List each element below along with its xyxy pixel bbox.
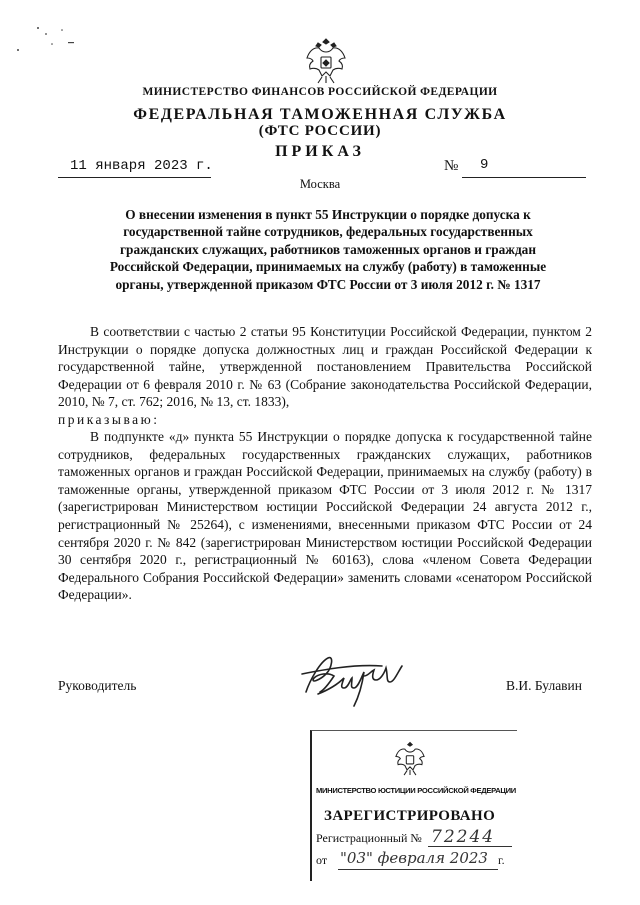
- stamp-date-underline: [338, 869, 498, 870]
- stamp-ministry: МИНИСТЕРСТВО ЮСТИЦИИ РОССИЙСКОЙ ФЕДЕРАЦИИ: [316, 786, 516, 795]
- order-number: 9: [480, 157, 489, 173]
- stamp-date-prefix: от: [316, 853, 328, 867]
- order-word: приказываю:: [58, 411, 160, 427]
- service-short-name: (ФТС РОССИИ): [258, 123, 382, 139]
- signatory-name: В.И. Булавин: [506, 678, 583, 693]
- stamp-emblem-icon: [392, 738, 428, 778]
- order-body: [58, 323, 592, 604]
- ministry-name: МИНИСТЕРСТВО ФИНАНСОВ РОССИЙСКОЙ ФЕДЕРАЦИИ: [142, 86, 498, 98]
- stamp-date-suffix: г.: [498, 853, 505, 867]
- handwritten-signature: [298, 652, 418, 707]
- registration-stamp: [310, 730, 515, 885]
- city: Москва: [299, 177, 341, 191]
- scan-marks: [10, 20, 80, 60]
- stamp-reg-number-label: Регистрационный №: [316, 831, 422, 845]
- number-label: №: [444, 158, 459, 174]
- document-type: ПРИКАЗ: [275, 143, 365, 160]
- main-paragraph: В подпункте «д» пункта 55 Инструкции о порядке допуска к государственной тайне сотрудников, федеральных государственных гражданских служащих, работников таможенных органов и граждан Российской Федерации, принимаемых на службу (работу) в таможенные органы, утвержденной приказом ФТС России от 3 июля 2012 г. № 1317 (зарегистрирован Министерством юстиции Российской Федерации 24 августа 2012 г., регистрационный № 25264), с изменениями, внесенными приказом ФТС России от 24 сентября 2020 г. № 842 (зарегистрирован Министерством юстиции Российской Федерации 30 сентября 2020 г., регистрационный № 60163), слова «членом Совета Федерации Федерального Собрания Российской Федерации» заменить словами «сенатором Российской Федерации».: [58, 429, 592, 603]
- service-name: ФЕДЕРАЛЬНАЯ ТАМОЖЕННАЯ СЛУЖБА: [133, 106, 507, 123]
- stamp-reg-number: 72244: [431, 827, 496, 847]
- signatory-position: Руководитель: [58, 678, 137, 693]
- stamp-date: "03" февраля 2023: [340, 849, 488, 867]
- stamp-registered: ЗАРЕГИСТРИРОВАНО: [324, 808, 496, 824]
- preamble-paragraph: В соответствии с частью 2 статьи 95 Конституции Российской Федерации, пунктом 2 Инструкции о порядке допуска должностных лиц и граждан Российской Федерации к государственной тайне, утвержденной постановлением Правительства Российской Федерации от 6 февраля 2010 г. № 63 (Собрание законодательства Российской Федерации, 2010, № 7, ст. 762; 2016, № 13, ст. 1833),: [58, 324, 592, 410]
- coat-of-arms-icon: [302, 33, 350, 87]
- order-title: О внесении изменения в пункт 55 Инструкции о порядке допуска к государственной тайне сотрудников, федеральных государственных гражданских служащих, работников таможенных органов и граждан Российской Федерации, принимаемых на службу (работу) в таможенные органы, утвержденной приказом ФТС России от 3 июля 2012 г. № 1317: [109, 207, 547, 292]
- stamp-number-underline: [428, 846, 512, 847]
- order-date: 11 января 2023 г.: [70, 158, 213, 174]
